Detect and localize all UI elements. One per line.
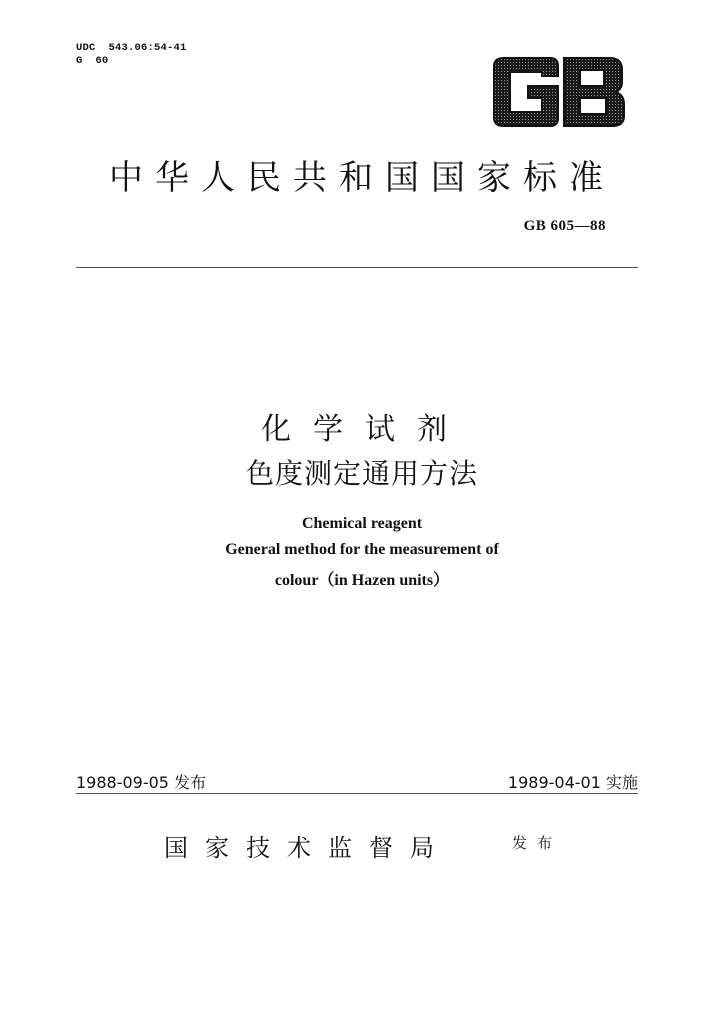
implementation-date: 1989-04-01 实施 bbox=[507, 773, 638, 792]
divider-top bbox=[76, 267, 638, 268]
publish-label: 发布 bbox=[512, 834, 563, 852]
document-title-line-1: 化学试剂 bbox=[261, 412, 469, 447]
classification-code: G 60 bbox=[76, 55, 109, 67]
english-title-line-2: General method for the measurement of bbox=[225, 541, 499, 558]
english-title-line-1: Chemical reagent bbox=[301, 515, 423, 532]
document-title-line-2: 色度测定通用方法 bbox=[245, 457, 478, 490]
divider-dates bbox=[76, 793, 638, 794]
standard-number: GB 605—88 bbox=[523, 218, 606, 234]
gb-logo-icon bbox=[486, 56, 628, 128]
issue-date: 1988-09-05 发布 bbox=[76, 773, 207, 792]
standard-title: 中华人民共和国国家标准 bbox=[109, 158, 615, 198]
udc-code: UDC 543.06:54-41 bbox=[76, 42, 187, 54]
issuing-authority: 国家技术监督局 bbox=[164, 834, 451, 862]
english-title-line-3: colour（in Hazen units） bbox=[274, 572, 450, 589]
